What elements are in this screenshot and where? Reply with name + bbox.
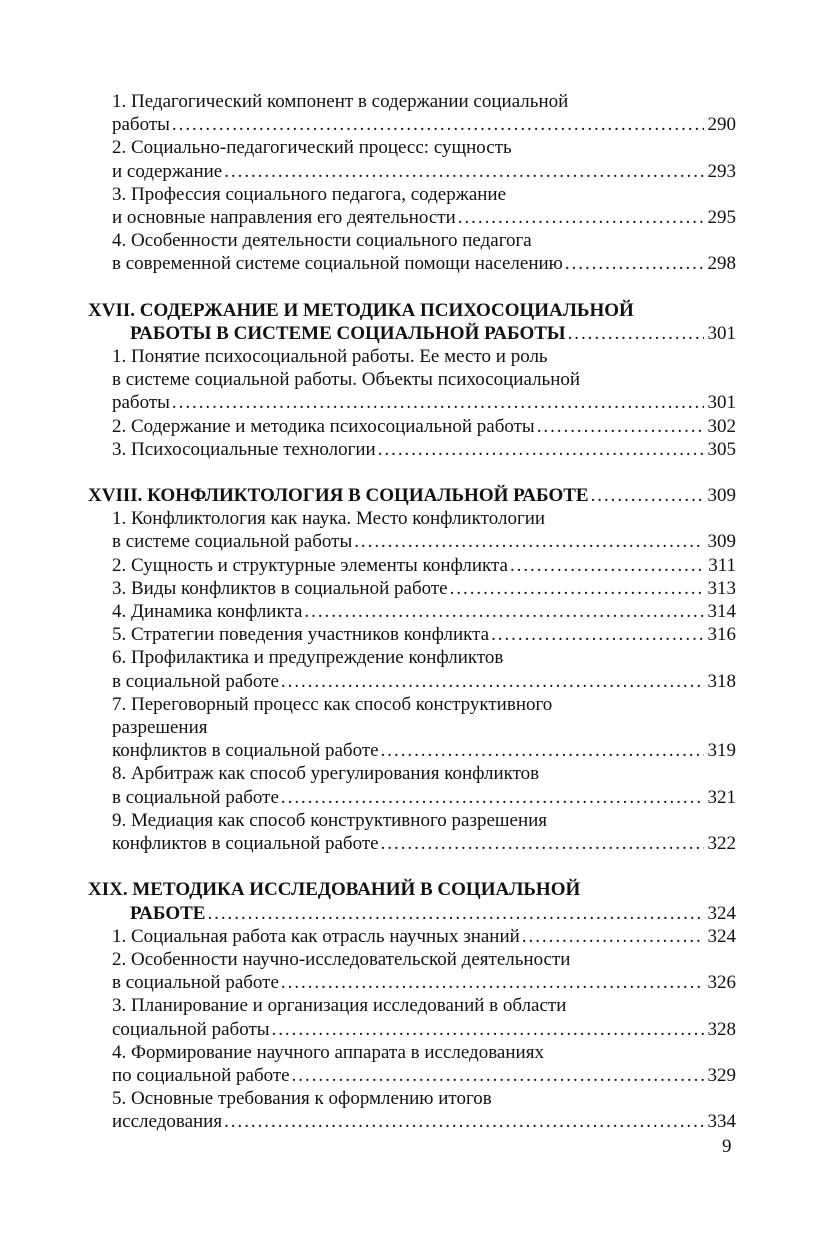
toc-line: в системе социальной работы. Объекты психосоциальной — [112, 369, 581, 391]
toc-page-number: 293 — [707, 160, 736, 182]
dot-leader — [458, 206, 704, 229]
toc-line: РАБОТЫ В СИСТЕМЕ СОЦИАЛЬНОЙ РАБОТЫ — [130, 322, 566, 344]
toc-line: 5. Основные требования к оформлению итогов — [112, 1088, 492, 1110]
toc-line: 2. Социально-педагогический процесс: сущность — [112, 137, 512, 159]
toc-page-number: 311 — [708, 554, 736, 576]
toc-page-number: 301 — [707, 322, 736, 344]
toc-line-with-page — [112, 530, 736, 553]
toc-line-with-page — [112, 438, 736, 461]
toc-line: и основные направления его деятельности — [112, 207, 456, 229]
toc-item — [88, 415, 736, 438]
dot-leader — [207, 902, 703, 925]
toc-page-number: 326 — [707, 972, 736, 994]
toc-line: 3. Виды конфликтов в социальной работе — [112, 577, 448, 599]
toc-page-number: 314 — [707, 601, 736, 623]
toc-line: РАБОТЕ — [130, 902, 206, 924]
toc-line: в современной системе социальной помощи населению — [112, 253, 563, 275]
toc-page-number: 324 — [707, 925, 736, 947]
toc-line: конфликтов в социальной работе — [112, 740, 379, 762]
toc-line-with-page — [112, 971, 736, 994]
chapter-gap — [88, 855, 736, 869]
dot-leader — [281, 786, 704, 809]
toc-line-with-page — [112, 1018, 736, 1041]
toc-page-number: 328 — [707, 1018, 736, 1040]
toc-item — [88, 925, 736, 948]
toc-line-with-page — [112, 206, 736, 229]
page-number: 9 — [722, 1136, 732, 1157]
toc-line: 3. Психосоциальные технологии — [112, 438, 376, 460]
toc-item — [88, 1041, 736, 1087]
dot-leader — [491, 623, 703, 646]
toc-page-number: 316 — [707, 624, 736, 646]
chapter-gap — [88, 276, 736, 290]
toc-line: 1. Понятие психосоциальной работы. Ее место и роль — [112, 346, 548, 368]
toc-page-number: 334 — [707, 1111, 736, 1133]
toc-page-number: 295 — [707, 207, 736, 229]
toc-line-with-page — [112, 925, 736, 948]
toc-item — [88, 693, 736, 763]
toc-page-number: 318 — [707, 670, 736, 692]
toc-line: 7. Переговорный процесс как способ конструктивного — [112, 693, 553, 715]
toc-line: 4. Формирование научного аппарата в исследованиях — [112, 1041, 544, 1063]
toc-page-number: 301 — [707, 392, 736, 414]
dot-leader — [522, 925, 704, 948]
toc-item — [88, 345, 736, 415]
toc-line: разрешения — [112, 717, 208, 739]
toc-item — [88, 90, 736, 136]
table-of-contents — [88, 90, 736, 1134]
toc-line-with-page — [112, 1064, 736, 1087]
toc-line-with-page — [112, 252, 736, 275]
toc-line-with-page — [112, 113, 736, 136]
toc-line-with-page — [112, 577, 736, 600]
toc-item — [88, 762, 736, 808]
toc-line: 4. Динамика конфликта — [112, 601, 303, 623]
toc-item — [88, 577, 736, 600]
toc-line-with-page — [112, 600, 736, 623]
toc-page-number: 305 — [707, 438, 736, 460]
toc-line: в социальной работе — [112, 786, 279, 808]
toc-line-with-page — [112, 832, 736, 855]
dot-leader — [381, 832, 704, 855]
toc-line: 6. Профилактика и предупреждение конфликтов — [112, 647, 504, 669]
toc-line-with-page — [112, 1110, 736, 1133]
toc-line: в социальной работе — [112, 670, 279, 692]
toc-page-number: 322 — [707, 833, 736, 855]
toc-line: по социальной работе — [112, 1064, 290, 1086]
toc-page-number: 309 — [707, 485, 736, 507]
toc-line: XVII. СОДЕРЖАНИЕ И МЕТОДИКА ПСИХОСОЦИАЛЬНОЙ — [88, 299, 634, 321]
toc-item — [88, 948, 736, 994]
chapter-gap — [88, 461, 736, 475]
toc-line-with-page — [88, 902, 736, 925]
toc-line-with-page — [112, 670, 736, 693]
toc-line: 9. Медиация как способ конструктивного разрешения — [112, 809, 548, 831]
toc-line-with-page — [112, 739, 736, 762]
toc-line: 1. Конфликтология как наука. Место конфликтологии — [112, 508, 546, 530]
toc-line: 1. Социальная работа как отрасль научных знаний — [112, 925, 520, 947]
toc-page-number: 302 — [707, 415, 736, 437]
toc-item — [88, 1087, 736, 1133]
dot-leader — [381, 739, 704, 762]
toc-item — [88, 183, 736, 229]
toc-line: XIX. МЕТОДИКА ИССЛЕДОВАНИЙ В СОЦИАЛЬНОЙ — [88, 879, 581, 901]
toc-line-with-page — [88, 484, 736, 507]
toc-line: 5. Стратегии поведения участников конфликта — [112, 624, 490, 646]
toc-page-number: 329 — [707, 1064, 736, 1086]
toc-page-number: 321 — [707, 786, 736, 808]
dot-leader — [450, 577, 704, 600]
toc-line-with-page — [112, 623, 736, 646]
dot-leader — [281, 670, 704, 693]
dot-leader — [537, 415, 704, 438]
toc-line-with-page — [112, 786, 736, 809]
toc-line: 4. Особенности деятельности социального педагога — [112, 230, 532, 252]
dot-leader — [378, 438, 704, 461]
toc-line: 1. Педагогический компонент в содержании социальной — [112, 91, 569, 112]
toc-line: XVIII. КОНФЛИКТОЛОГИЯ В СОЦИАЛЬНОЙ РАБОТЕ — [88, 485, 589, 507]
toc-item — [88, 600, 736, 623]
toc-line-with-page — [88, 322, 736, 345]
toc-page-number: 298 — [707, 253, 736, 275]
dot-leader — [224, 160, 703, 183]
toc-line: 2. Сущность и структурные элементы конфликта — [112, 554, 508, 576]
toc-item — [88, 809, 736, 855]
toc-line-with-page — [112, 415, 736, 438]
toc-page-number: 290 — [707, 114, 736, 136]
dot-leader — [565, 252, 704, 275]
toc-line-with-page — [112, 160, 736, 183]
dot-leader — [591, 484, 704, 507]
toc-line: и содержание — [112, 160, 223, 182]
dot-leader — [292, 1064, 704, 1087]
dot-leader — [224, 1110, 703, 1133]
toc-line-with-page — [112, 554, 736, 577]
toc-line: 2. Содержание и методика психосоциальной работы — [112, 415, 535, 437]
toc-item — [88, 623, 736, 646]
toc-line: работы — [112, 392, 170, 414]
toc-line: конфликтов в социальной работе — [112, 833, 379, 855]
toc-chapter — [88, 878, 736, 924]
toc-line: 3. Планирование и организация исследований в области — [112, 995, 567, 1017]
toc-page-number: 319 — [707, 740, 736, 762]
toc-line: в системе социальной работы — [112, 531, 353, 553]
toc-line: в социальной работе — [112, 972, 279, 994]
toc-item — [88, 438, 736, 461]
toc-line: 3. Профессия социального педагога, содержание — [112, 183, 507, 205]
toc-page-number: 309 — [707, 531, 736, 553]
dot-leader — [172, 391, 704, 414]
toc-page-number: 324 — [707, 902, 736, 924]
toc-line: работы — [112, 114, 170, 136]
toc-page-number: 313 — [707, 577, 736, 599]
dot-leader — [304, 600, 703, 623]
toc-item — [88, 646, 736, 692]
toc-line: социальной работы — [112, 1018, 270, 1040]
toc-line: исследования — [112, 1111, 223, 1133]
toc-chapter — [88, 484, 736, 507]
toc-item — [88, 229, 736, 275]
dot-leader — [272, 1018, 704, 1041]
toc-line: 2. Особенности научно-исследовательской деятельности — [112, 948, 571, 970]
toc-item — [88, 507, 736, 553]
toc-line-with-page — [112, 391, 736, 414]
toc-item — [88, 554, 736, 577]
toc-line: 8. Арбитраж как способ урегулирования конфликтов — [112, 763, 540, 785]
dot-leader — [172, 113, 704, 136]
toc-item — [88, 994, 736, 1040]
toc-item — [88, 136, 736, 182]
dot-leader — [281, 971, 704, 994]
toc-chapter — [88, 299, 736, 345]
dot-leader — [354, 530, 703, 553]
dot-leader — [510, 554, 704, 577]
dot-leader — [568, 322, 704, 345]
